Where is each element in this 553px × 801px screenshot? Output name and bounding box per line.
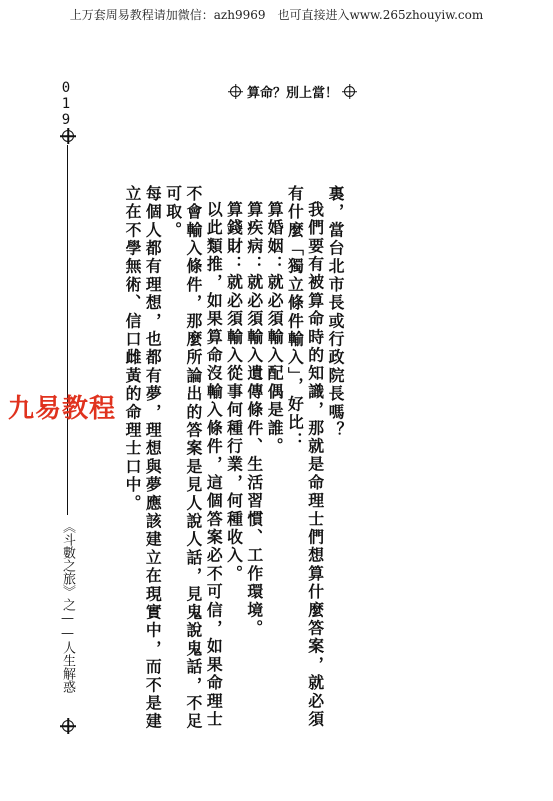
ornament-icon	[230, 86, 241, 97]
chapter-header	[230, 82, 355, 101]
paragraph: 以此類推，如果算命沒輸入條件，這個答案必不可信，如果命理士不會輸入條件，那麼所論出的答案是見人說人話，見鬼說鬼話，不足可取。	[163, 185, 224, 731]
paragraph: 每個人都有理想，也都有夢，理想與夢應該建立在現實中，而不是建立在不學無術、信口雌黃的命理士口中。	[123, 185, 163, 731]
watermark-stamp: 九易教程	[8, 394, 117, 424]
margin-rule	[67, 145, 68, 515]
paragraph: 裏，當台北市長或行政院長嗎？	[326, 185, 345, 440]
top-banner: 上万套周易教程请加微信：azh9969 也可直接进入www.265zhouyiw.com	[69, 8, 484, 22]
series-title: 《斗數之旅》之——人生解惑	[60, 520, 75, 693]
chapter-title: 算命？別上當！	[247, 86, 339, 101]
page-number-digit: 9	[61, 112, 71, 128]
paragraph: 算婚姻：就必須輸入配偶是誰。	[265, 200, 285, 456]
page-number	[54, 80, 78, 128]
paragraph: 我們要有被算命時的知識，那就是命理士們想算什麼答案，就必須有什麼「獨立條件輸入」，好比：	[285, 185, 325, 729]
page-number-digit: 1	[61, 96, 71, 112]
ornament-icon	[62, 720, 74, 732]
page-number-digit: 0	[61, 80, 71, 96]
ornament-icon	[344, 86, 355, 97]
paragraph: 算錢財：就必須輸入從事何種行業，何種收入。	[224, 200, 244, 583]
ornament-icon	[62, 130, 74, 142]
paragraph: 算疾病：就必須輸入遺傳條件、生活習慣、工作環境。	[244, 200, 264, 638]
body-text	[122, 185, 345, 745]
